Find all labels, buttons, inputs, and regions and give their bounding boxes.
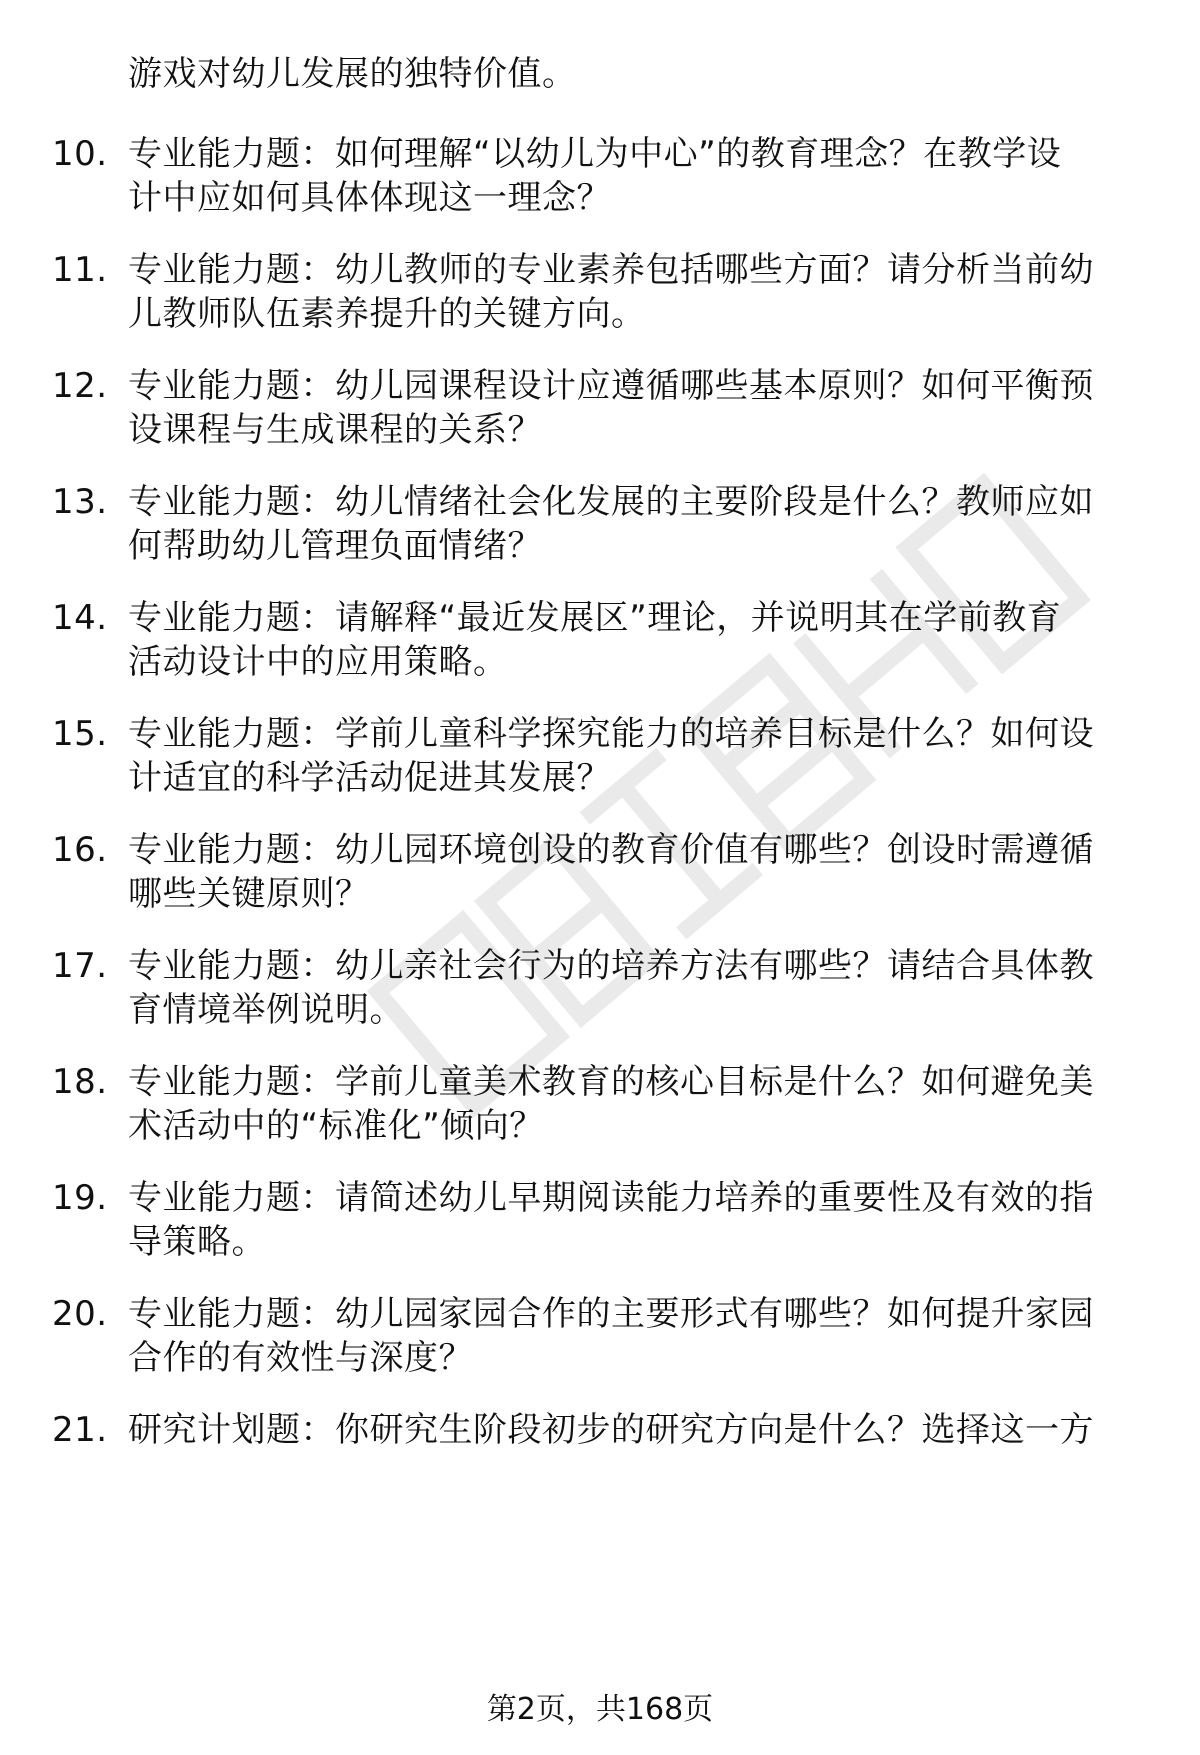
item-text-line2: 何帮助幼儿管理负面情绪？	[128, 526, 542, 566]
item-text-line1: 专业能力题：幼儿教师的专业素养包括哪些方面？请分析当前幼	[128, 250, 1094, 290]
item-number: 20.	[52, 1294, 108, 1334]
item-number: 18.	[52, 1062, 108, 1102]
item-text-line2: 哪些关键原则？	[128, 874, 370, 914]
item-number: 17.	[52, 946, 108, 986]
item-text-line1: 专业能力题：如何理解“以幼儿为中心”的教育理念？在教学设	[128, 134, 1062, 174]
item-number: 16.	[52, 830, 108, 870]
item-number: 14.	[52, 598, 108, 638]
item-number: 11.	[52, 250, 108, 290]
item-number: 12.	[52, 366, 108, 406]
item-text-line1: 专业能力题：幼儿园环境创设的教育价值有哪些？创设时需遵循	[128, 830, 1094, 870]
item-number: 19.	[52, 1178, 108, 1218]
item-number: 15.	[52, 714, 108, 754]
item-number: 13.	[52, 482, 108, 522]
item-text-line2: 术活动中的“标准化”倾向？	[128, 1106, 544, 1146]
item-text-line1: 专业能力题：幼儿园课程设计应遵循哪些基本原则？如何平衡预	[128, 366, 1094, 406]
item-text-line1: 专业能力题：请解释“最近发展区”理论，并说明其在学前教育	[128, 598, 1062, 638]
item-text-line2: 合作的有效性与深度？	[128, 1338, 473, 1378]
intro-line: 游戏对幼儿发展的独特价值。	[128, 54, 577, 94]
item-text-line1: 专业能力题：学前儿童科学探究能力的培养目标是什么？如何设	[128, 714, 1094, 754]
item-text-line2: 活动设计中的应用策略。	[128, 642, 508, 682]
item-number: 10.	[52, 134, 108, 174]
item-text-line1: 专业能力题：幼儿情绪社会化发展的主要阶段是什么？教师应如	[128, 482, 1094, 522]
item-text-line1: 专业能力题：学前儿童美术教育的核心目标是什么？如何避免美	[128, 1062, 1094, 1102]
item-text-line2: 育情境举例说明。	[128, 990, 404, 1030]
item-text-line2: 计中应如何具体体现这一理念？	[128, 178, 611, 218]
item-number: 21.	[52, 1410, 108, 1450]
item-text-line1: 专业能力题：幼儿园家园合作的主要形式有哪些？如何提升家园	[128, 1294, 1094, 1334]
item-text-line2: 设课程与生成课程的关系？	[128, 410, 542, 450]
item-text-line2: 儿教师队伍素养提升的关键方向。	[128, 294, 646, 334]
item-text-line2: 计适宜的科学活动促进其发展？	[128, 758, 611, 798]
item-text-line1: 专业能力题：幼儿亲社会行为的培养方法有哪些？请结合具体教	[128, 946, 1094, 986]
page-footer: 第2页，共168页	[486, 1692, 714, 1727]
item-text-line2: 导策略。	[128, 1222, 266, 1262]
item-text-line1: 专业能力题：请简述幼儿早期阅读能力培养的重要性及有效的指	[128, 1178, 1094, 1218]
item-text-line1: 研究计划题：你研究生阶段初步的研究方向是什么？选择这一方	[128, 1410, 1094, 1450]
